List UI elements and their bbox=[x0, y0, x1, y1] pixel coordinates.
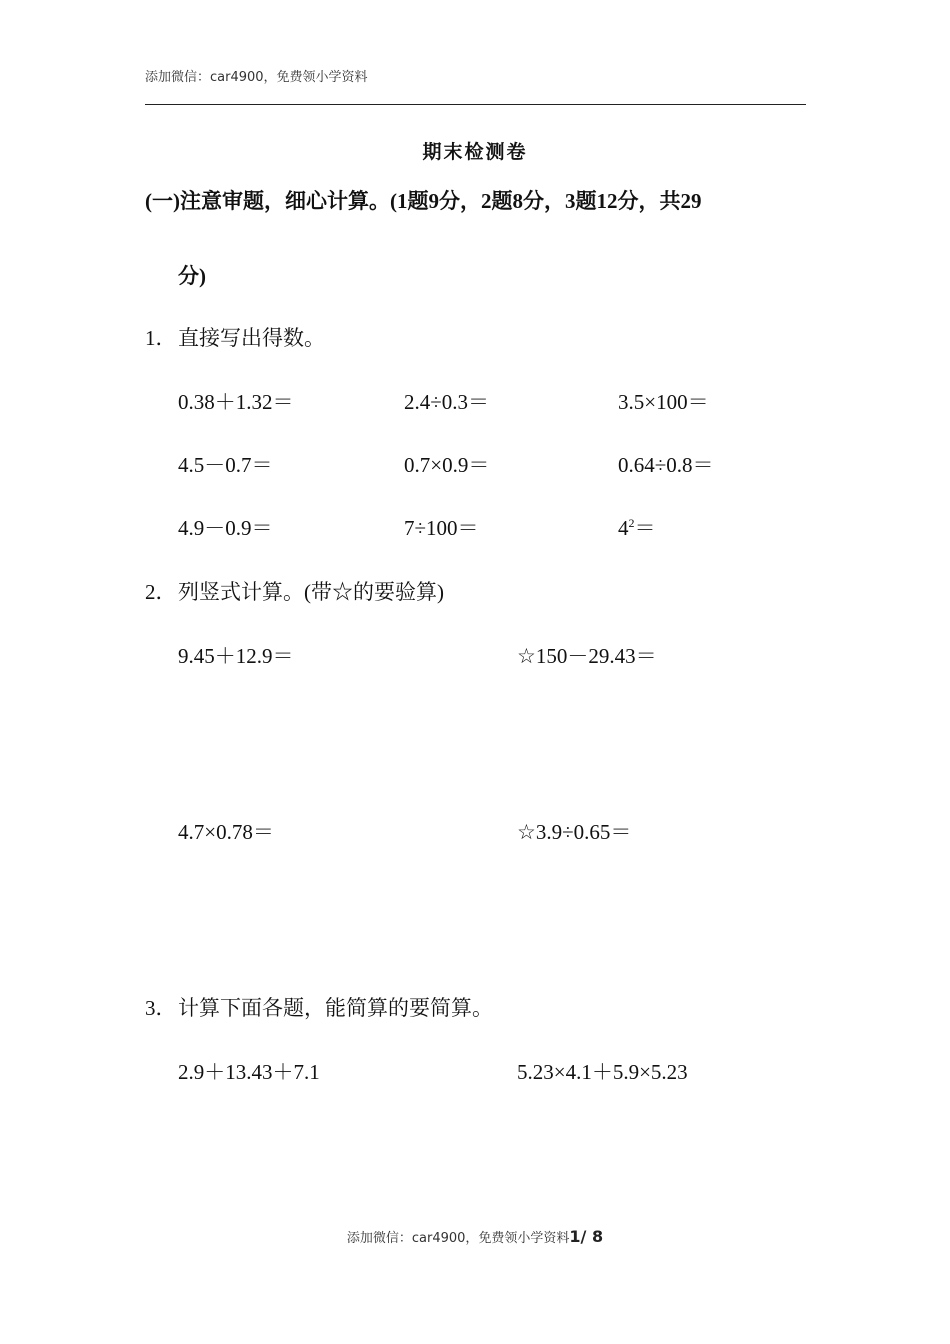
q1-expr-r3c1: 4.9－0.9＝ bbox=[178, 516, 273, 540]
question-1-heading bbox=[145, 322, 325, 352]
power-equals: ＝ bbox=[634, 516, 656, 540]
q1-expr-r3c2: 7÷100＝ bbox=[404, 516, 479, 540]
question-1-text: 直接写出得数。 bbox=[178, 326, 325, 350]
page-footer bbox=[0, 1227, 950, 1246]
page-number: 1/ 8 bbox=[569, 1227, 604, 1246]
q1-expr-r2c3: 0.64÷0.8＝ bbox=[618, 453, 714, 477]
q1-expr-r1c1: 0.38＋1.32＝ bbox=[178, 390, 294, 414]
header-divider bbox=[145, 104, 806, 105]
q1-expr-r1c3: 3.5×100＝ bbox=[618, 390, 709, 414]
q1-expr-r3c3 bbox=[618, 512, 656, 542]
section-heading-line1: (一)注意审题，细心计算。(1题9分，2题8分，3题12分，共29 bbox=[145, 189, 702, 213]
q3-expr-1: 2.9＋13.43＋7.1 bbox=[178, 1060, 320, 1084]
q3-expr-2: 5.23×4.1＋5.9×5.23 bbox=[517, 1060, 688, 1084]
q2-expr-2: ☆150－29.43＝ bbox=[517, 644, 657, 668]
power-base: 4 bbox=[618, 516, 629, 540]
section-heading-line2: 分) bbox=[178, 264, 206, 288]
footer-note: 添加微信：car4900，免费领小学资料 bbox=[346, 1231, 570, 1246]
question-3-heading bbox=[145, 992, 493, 1022]
q1-expr-r2c2: 0.7×0.9＝ bbox=[404, 453, 490, 477]
question-2-heading bbox=[145, 576, 444, 606]
q2-expr-1: 9.45＋12.9＝ bbox=[178, 644, 294, 668]
header-note: 添加微信：car4900，免费领小学资料 bbox=[145, 70, 368, 85]
q1-expr-r2c1: 4.5－0.7＝ bbox=[178, 453, 273, 477]
q2-expr-3: 4.7×0.78＝ bbox=[178, 820, 274, 844]
question-2-number: 2． bbox=[145, 580, 177, 604]
q2-expr-4: ☆3.9÷0.65＝ bbox=[517, 820, 632, 844]
q1-expr-r1c2: 2.4÷0.3＝ bbox=[404, 390, 490, 414]
question-3-number: 3． bbox=[145, 996, 177, 1020]
power-exponent: 2 bbox=[628, 516, 635, 530]
page-title: 期末检测卷 bbox=[422, 141, 528, 163]
question-2-text: 列竖式计算。(带☆的要验算) bbox=[178, 580, 444, 604]
question-1-number: 1． bbox=[145, 326, 177, 350]
question-3-text: 计算下面各题，能简算的要简算。 bbox=[178, 996, 493, 1020]
